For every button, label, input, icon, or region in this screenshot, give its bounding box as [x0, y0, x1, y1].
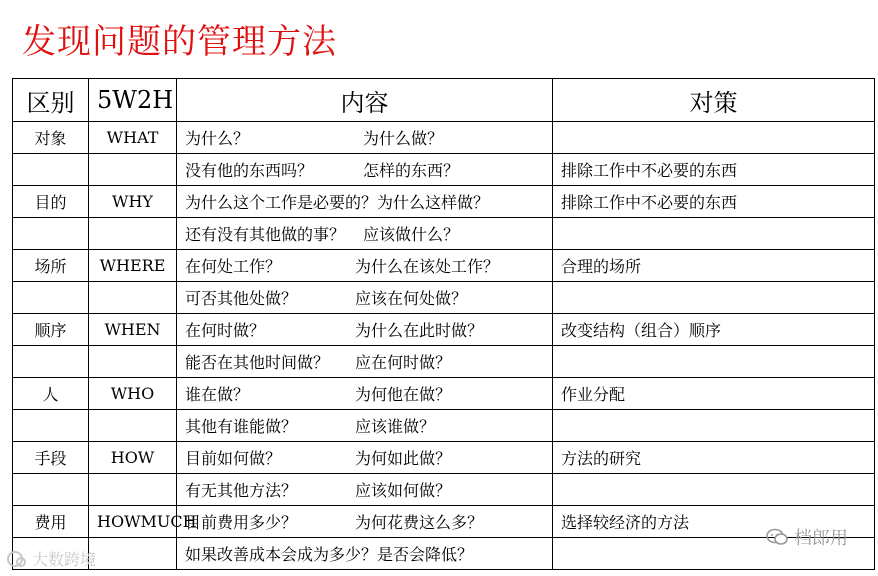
question-primary: 谁在做？: [185, 385, 250, 404]
row-5w2h-code: [89, 474, 177, 506]
question-secondary: 应该做什么？: [363, 225, 460, 244]
row-5w2h-code: [89, 346, 177, 378]
question-primary: 目前如何做？: [185, 449, 282, 468]
row-5w2h-code: WHEN: [89, 314, 177, 346]
table-row: [13, 346, 875, 378]
table-row: [13, 282, 875, 314]
row-content: [177, 442, 553, 474]
question-secondary: 怎样的东西？: [363, 161, 460, 180]
row-measure: [553, 122, 875, 154]
table-row: [13, 538, 875, 570]
row-5w2h-code: HOW: [89, 442, 177, 474]
question-secondary: 应在何时做？: [355, 353, 452, 372]
row-category: [13, 154, 89, 186]
table-row: [13, 186, 875, 218]
row-5w2h-code: WHAT: [89, 122, 177, 154]
row-measure: 作业分配: [553, 378, 875, 410]
wechat-icon: [766, 528, 788, 546]
question-secondary: 应该如何做？: [355, 481, 452, 500]
management-methods-table: [12, 78, 875, 570]
question-secondary: 为什么在该处工作？: [355, 257, 500, 276]
question-primary: 可否其他处做？: [185, 289, 298, 308]
question-secondary: 为何花费这么多？: [355, 513, 484, 532]
header-measure: 对策: [553, 79, 875, 122]
row-category: 费用: [13, 506, 89, 538]
table-row: [13, 378, 875, 410]
question-primary: 在何处工作？: [185, 257, 282, 276]
question-primary: 有无其他方法？: [185, 481, 298, 500]
question-secondary: 应该在何处做？: [355, 289, 468, 308]
row-content: [177, 314, 553, 346]
row-measure: [553, 218, 875, 250]
row-measure: 合理的场所: [553, 250, 875, 282]
question-primary: 为什么？: [185, 129, 250, 148]
row-content: [177, 474, 553, 506]
header-category: 区别: [13, 79, 89, 122]
row-category: [13, 346, 89, 378]
row-category: [13, 282, 89, 314]
row-measure: 方法的研究: [553, 442, 875, 474]
question-secondary: 为什么这样做？: [377, 193, 490, 212]
watermark-right-text: 档郎用: [794, 528, 848, 549]
row-category: 对象: [13, 122, 89, 154]
question-primary: 没有他的东西吗？: [185, 161, 314, 180]
table-row: [13, 314, 875, 346]
row-category: [13, 474, 89, 506]
question-primary: 还有没有其他做的事？: [185, 225, 346, 244]
row-measure: [553, 282, 875, 314]
question-primary: 为什么这个工作是必要的？: [185, 193, 378, 212]
question-secondary: 应该谁做？: [355, 417, 436, 436]
row-content: [177, 250, 553, 282]
row-5w2h-code: [89, 154, 177, 186]
row-measure: 排除工作中不必要的东西: [553, 154, 875, 186]
table-row: [13, 410, 875, 442]
row-measure: 排除工作中不必要的东西: [553, 186, 875, 218]
page-title: 发现问题的管理方法: [22, 22, 337, 62]
row-5w2h-code: [89, 218, 177, 250]
question-primary: 如果改善成本会成为多少？: [185, 545, 378, 564]
row-5w2h-code: WHO: [89, 378, 177, 410]
table-header-row: [13, 79, 875, 122]
row-measure: 选择较经济的方法: [553, 506, 875, 538]
row-5w2h-code: HOWMUCH: [89, 506, 177, 538]
logo-icon: [6, 550, 28, 568]
row-5w2h-code: [89, 410, 177, 442]
question-primary: 能否在其他时间做？: [185, 353, 330, 372]
row-measure: 改变结构（组合）顺序: [553, 314, 875, 346]
row-category: 人: [13, 378, 89, 410]
watermark-left: [6, 547, 96, 570]
table-row: [13, 506, 875, 538]
table-row: [13, 442, 875, 474]
row-content: [177, 346, 553, 378]
question-secondary: 为什么做？: [363, 129, 444, 148]
row-content: [177, 410, 553, 442]
header-5w2h: 5W2H: [89, 79, 177, 122]
row-content: [177, 122, 553, 154]
row-5w2h-code: [89, 538, 177, 570]
row-5w2h-code: WHY: [89, 186, 177, 218]
question-secondary: 为何如此做？: [355, 449, 452, 468]
row-content: [177, 186, 553, 218]
table-row: [13, 218, 875, 250]
header-content: 内容: [177, 79, 553, 122]
row-category: [13, 410, 89, 442]
watermark-left-text: 大数跨境: [32, 550, 97, 569]
question-secondary: 是否会降低？: [377, 545, 474, 564]
table-row: [13, 250, 875, 282]
table-row: [13, 122, 875, 154]
row-category: 顺序: [13, 314, 89, 346]
question-primary: 在何时做？: [185, 321, 266, 340]
table-row: [13, 474, 875, 506]
table-row: [13, 154, 875, 186]
row-content: [177, 538, 553, 570]
question-primary: 其他有谁能做？: [185, 417, 298, 436]
row-measure: [553, 410, 875, 442]
row-content: [177, 154, 553, 186]
row-category: 手段: [13, 442, 89, 474]
row-measure: [553, 346, 875, 378]
row-category: [13, 218, 89, 250]
row-content: [177, 282, 553, 314]
question-secondary: 为何他在做？: [355, 385, 452, 404]
question-primary: 目前费用多少？: [185, 513, 298, 532]
watermark-right: [766, 524, 848, 550]
row-category: 目的: [13, 186, 89, 218]
row-category: 场所: [13, 250, 89, 282]
row-content: [177, 378, 553, 410]
row-measure: [553, 474, 875, 506]
row-5w2h-code: WHERE: [89, 250, 177, 282]
question-secondary: 为什么在此时做？: [355, 321, 484, 340]
row-content: [177, 506, 553, 538]
row-5w2h-code: [89, 282, 177, 314]
row-content: [177, 218, 553, 250]
